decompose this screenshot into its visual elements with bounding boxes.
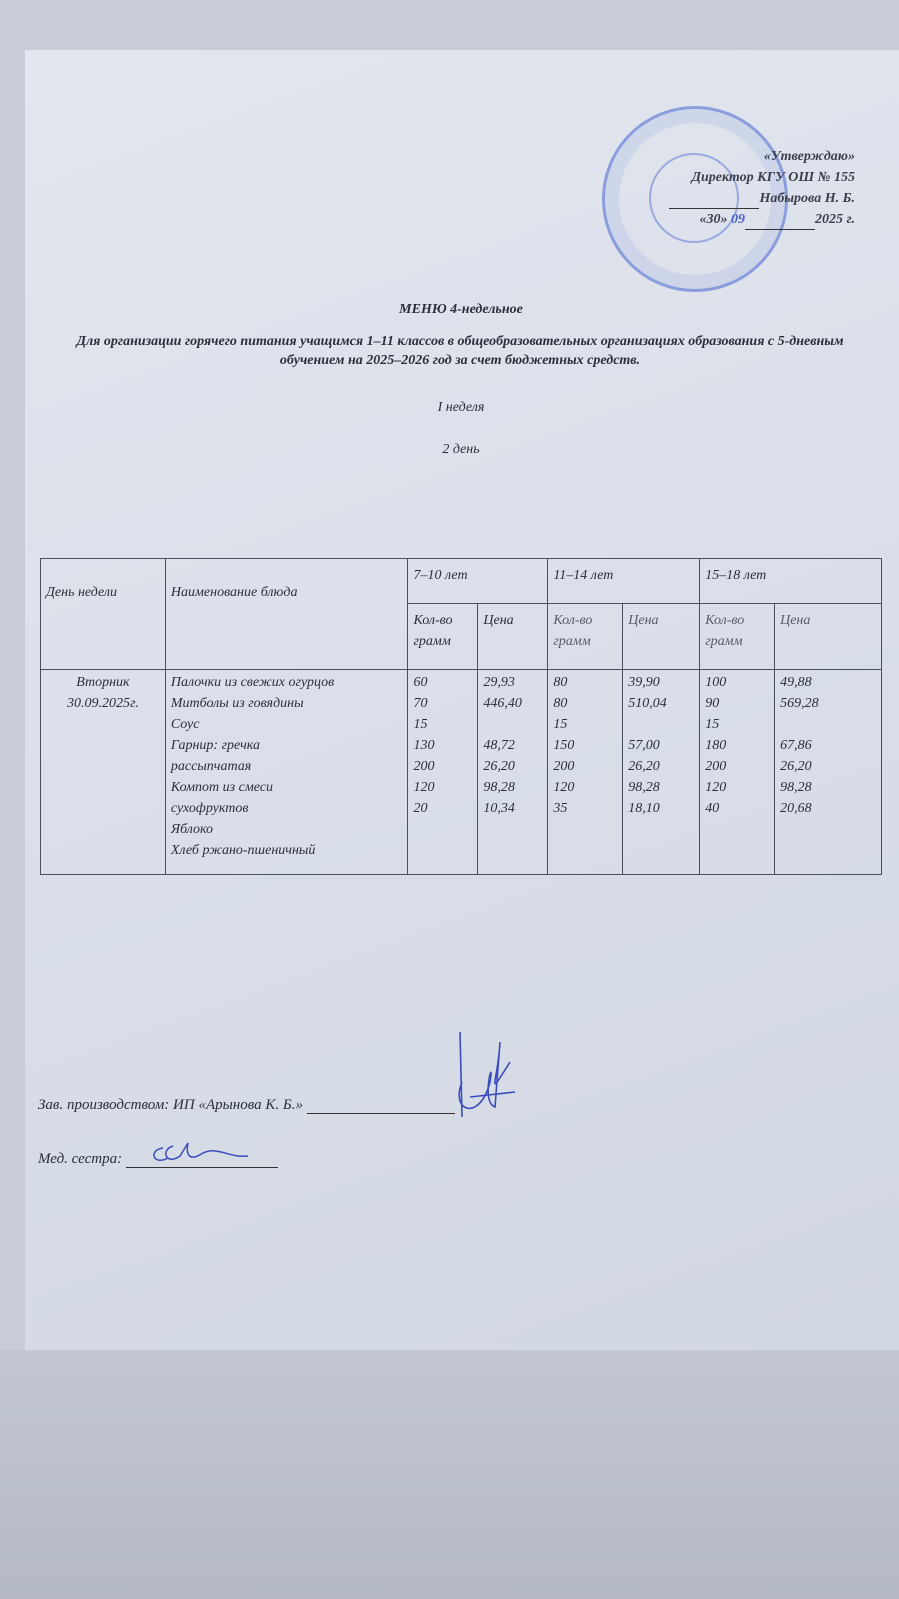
cell-line: 569,28	[780, 696, 819, 711]
price-15-18-cell	[775, 670, 882, 875]
cell-line: 90	[705, 696, 720, 711]
cell-line	[628, 714, 694, 735]
approval-line2: Директор КГУ ОШ № 155	[691, 170, 855, 185]
date-day: «30»	[699, 212, 728, 227]
day-cell	[41, 670, 166, 875]
approval-date-row	[669, 209, 855, 230]
header-dish: Наименование блюда	[165, 559, 408, 670]
cell-line: Митболы из говядины	[170, 696, 304, 711]
header-qty: Кол-во грамм	[700, 604, 775, 670]
cell-line: 26,20	[628, 759, 660, 774]
header-age-11-14: 11–14 лет	[548, 559, 700, 604]
cell-line	[483, 714, 542, 735]
cell-line: 26,20	[780, 759, 812, 774]
cell-line: 70	[413, 696, 428, 711]
header-age-15-18: 15–18 лет	[700, 559, 882, 604]
page-subtitle: Для организации горячего питания учащимся 1–11 классов в общеобразовательных организациях образования с 5-дневным обучением на 2025–2026 год за счет бюджетных средств.	[76, 334, 844, 368]
cell-line: 180	[705, 738, 727, 753]
header-age-7-10: 7–10 лет	[408, 559, 548, 604]
page-title: МЕНЮ 4-недельное	[399, 302, 523, 317]
cell-line: 98,28	[628, 780, 660, 795]
cell-line: 130	[413, 738, 435, 753]
cell-line: 60	[413, 675, 428, 690]
cell-line: 15	[413, 717, 428, 732]
cell-line: Хлеб ржано-пшеничный	[170, 843, 316, 858]
production-sign-row	[38, 1097, 455, 1114]
cell-line: 10,34	[483, 801, 515, 816]
week-label: I неделя	[437, 400, 485, 415]
cell-line: 49,88	[780, 675, 812, 690]
cell-line: 39,90	[628, 675, 660, 690]
cell-line	[780, 714, 876, 735]
cell-line: 150	[553, 738, 575, 753]
approval-signature-row	[669, 188, 855, 209]
price-11-14-cell	[623, 670, 700, 875]
date-month: 09	[731, 212, 746, 227]
cell-line: 98,28	[483, 780, 515, 795]
header-qty: Кол-во грамм	[408, 604, 478, 670]
header-price: Цена	[623, 604, 700, 670]
cell-line: 120	[705, 780, 727, 795]
cell-line: рассыпчатая	[170, 759, 252, 774]
cell-line: сухофруктов	[170, 801, 249, 816]
cell-line: 57,00	[628, 738, 660, 753]
weekday: Вторник	[76, 675, 130, 690]
header-day: День недели	[41, 559, 166, 670]
dishes-cell	[165, 670, 408, 875]
date-line	[745, 229, 815, 230]
cell-line: 15	[553, 717, 568, 732]
cell-line: 100	[705, 675, 727, 690]
qty-7-10-cell	[408, 670, 478, 875]
header-qty: Кол-во грамм	[548, 604, 623, 670]
cell-line: Палочки из свежих огурцов	[170, 675, 335, 690]
handwritten-signature	[440, 1022, 520, 1132]
cell-line: 120	[553, 780, 575, 795]
date: 30.09.2025г.	[67, 696, 139, 711]
cell-line: 200	[705, 759, 727, 774]
cell-line: 20,68	[780, 801, 812, 816]
header-price: Цена	[478, 604, 548, 670]
cell-line: 20	[413, 801, 428, 816]
approval-line1: «Утверждаю»	[763, 149, 855, 164]
cell-line: 446,40	[483, 696, 522, 711]
cell-line: 120	[413, 780, 435, 795]
cell-line: 510,04	[628, 696, 667, 711]
cell-line: 98,28	[780, 780, 812, 795]
cell-line: 200	[553, 759, 575, 774]
cell-line: 80	[553, 675, 568, 690]
nurse-label: Мед. сестра:	[38, 1151, 123, 1167]
cell-line: 200	[413, 759, 435, 774]
qty-11-14-cell	[548, 670, 623, 875]
cell-line: 35	[553, 801, 568, 816]
cell-line: Яблоко	[170, 822, 214, 837]
handwritten-signature	[148, 1138, 258, 1168]
cell-line: Гарнир: гречка	[170, 738, 260, 753]
background-surface	[0, 1350, 899, 1599]
cell-line: 26,20	[483, 759, 515, 774]
table-row	[41, 670, 882, 875]
cell-line: 18,10	[628, 801, 660, 816]
cell-line: 67,86	[780, 738, 812, 753]
price-7-10-cell	[478, 670, 548, 875]
qty-15-18-cell	[700, 670, 775, 875]
cell-line: 40	[705, 801, 720, 816]
cell-line: 80	[553, 696, 568, 711]
production-label: Зав. производством: ИП «Арынова К. Б.»	[38, 1097, 303, 1113]
cell-line: 29,93	[483, 675, 515, 690]
date-year: 2025 г.	[815, 212, 855, 227]
cell-line: 15	[705, 717, 720, 732]
cell-line: Компот из смеси	[170, 780, 274, 795]
day-label: 2 день	[442, 442, 480, 457]
menu-table	[40, 558, 882, 875]
signature-line	[307, 1113, 455, 1114]
approval-line3: Набырова Н. Б.	[759, 191, 855, 206]
cell-line: Соус	[170, 717, 200, 732]
header-price: Цена	[775, 604, 882, 670]
approval-block	[669, 146, 855, 230]
cell-line: 48,72	[483, 738, 515, 753]
